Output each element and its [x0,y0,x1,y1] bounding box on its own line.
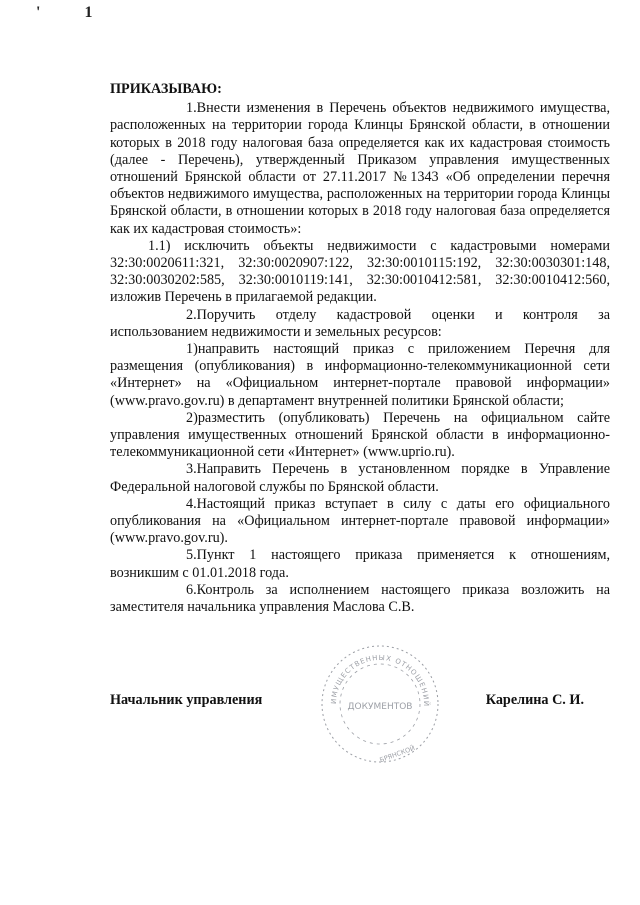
paragraph-2-sub-1 [110,341,610,410]
paragraph-number: 2) [186,409,198,426]
paragraph-2 [110,307,610,341]
corner-mark: ' 1 [36,4,113,21]
paragraph-4 [110,496,610,548]
paragraph-text: Внести изменения в Перечень объектов недвижимого имущества, расположенных на территории города Клинцы Брянской области, в отношении которых в 2018 году налоговая база определяется как их кадастровая стоимость (далее - Перечень), утвержденный Приказом управления имущественных отношений Брянской области от 27.11.2017 №1343 «Об определении перечня объектов недвижимого имущества, расположенных на территории города Клинцы Брянской области, в отношении которых в 2018 году налоговая база определяется как их кадастровая стоимость»: [110,100,610,237]
seal-center-text: ДОКУМЕНТОВ [347,702,413,712]
paragraph-number: 3. [186,461,197,478]
paragraph-5 [110,547,610,581]
paragraph-number: 6. [186,581,197,598]
paragraph-text: Контроль за исполнением настоящего приказа возложить на заместителя начальника управления Маслова С.В. [110,581,610,616]
paragraph-2-sub-2 [110,410,610,462]
document-body [110,81,610,616]
signatory-name: Карелина С. И. [485,692,584,708]
paragraph-1-1 [110,238,610,307]
order-heading: ПРИКАЗЫВАЮ: [110,81,222,97]
paragraph-3 [110,461,610,495]
paragraph-number: 5. [186,547,197,564]
paragraph-text: Пункт 1 настоящего приказа применяется к отношениям, возникшим с 01.01.2018 года. [110,547,610,581]
paragraph-1 [110,100,610,238]
paragraph-number: 1) [186,341,198,358]
paragraph-text: Поручить отделу кадастровой оценки и контроля за использованием недвижимости и земельных ресурсов: [110,306,610,340]
paragraph-text: Направить Перечень в установленном порядке в Управление Федеральной налоговой службы по Брянской области. [110,461,610,495]
paragraph-number: 1. [186,100,197,117]
seal-ring-text: ИМУЩЕСТВЕННЫХ ОТНОШЕНИЙ [329,653,431,708]
official-seal-stamp [316,638,444,770]
paragraph-number: 2. [186,306,197,323]
paragraph-text: направить настоящий приказ с приложением Перечня для размещения (опубликования) в информационно-телекоммуникационной сети «Интернет» на «Официальном интернет-портале правовой информации» (www.pravo.gov.ru) в департамент внутренней политики Брянской области; [110,341,610,409]
paragraph-text: разместить (опубликовать) Перечень на официальном сайте управления имущественных отношений Брянской области в информационно-телекоммуникационной сети «Интернет» (www.uprio.ru). [110,409,610,461]
paragraph-6 [110,582,610,616]
seal-bottom-text: БРЯНСКОЙ [378,744,417,765]
paragraph-number: 4. [186,495,197,512]
signatory-role: Начальник управления [110,692,263,708]
paragraph-text: Настоящий приказ вступает в силу с даты его официального опубликования на «Официальном интернет-портале правовой информации» (www.pravo.gov.ru). [110,495,610,547]
paragraph-text: 1.1) исключить объекты недвижимости с кадастровыми номерами 32:30:0020611:321, 32:30:0020907:122, 32:30:0010115:192, 32:30:0030301:148, 32:30:0030202:585, 32:30:0010119:141, 32:30:0010412:581, 32:30:0010412:560, изложив Перечень в прилагаемой редакции. [110,237,610,306]
